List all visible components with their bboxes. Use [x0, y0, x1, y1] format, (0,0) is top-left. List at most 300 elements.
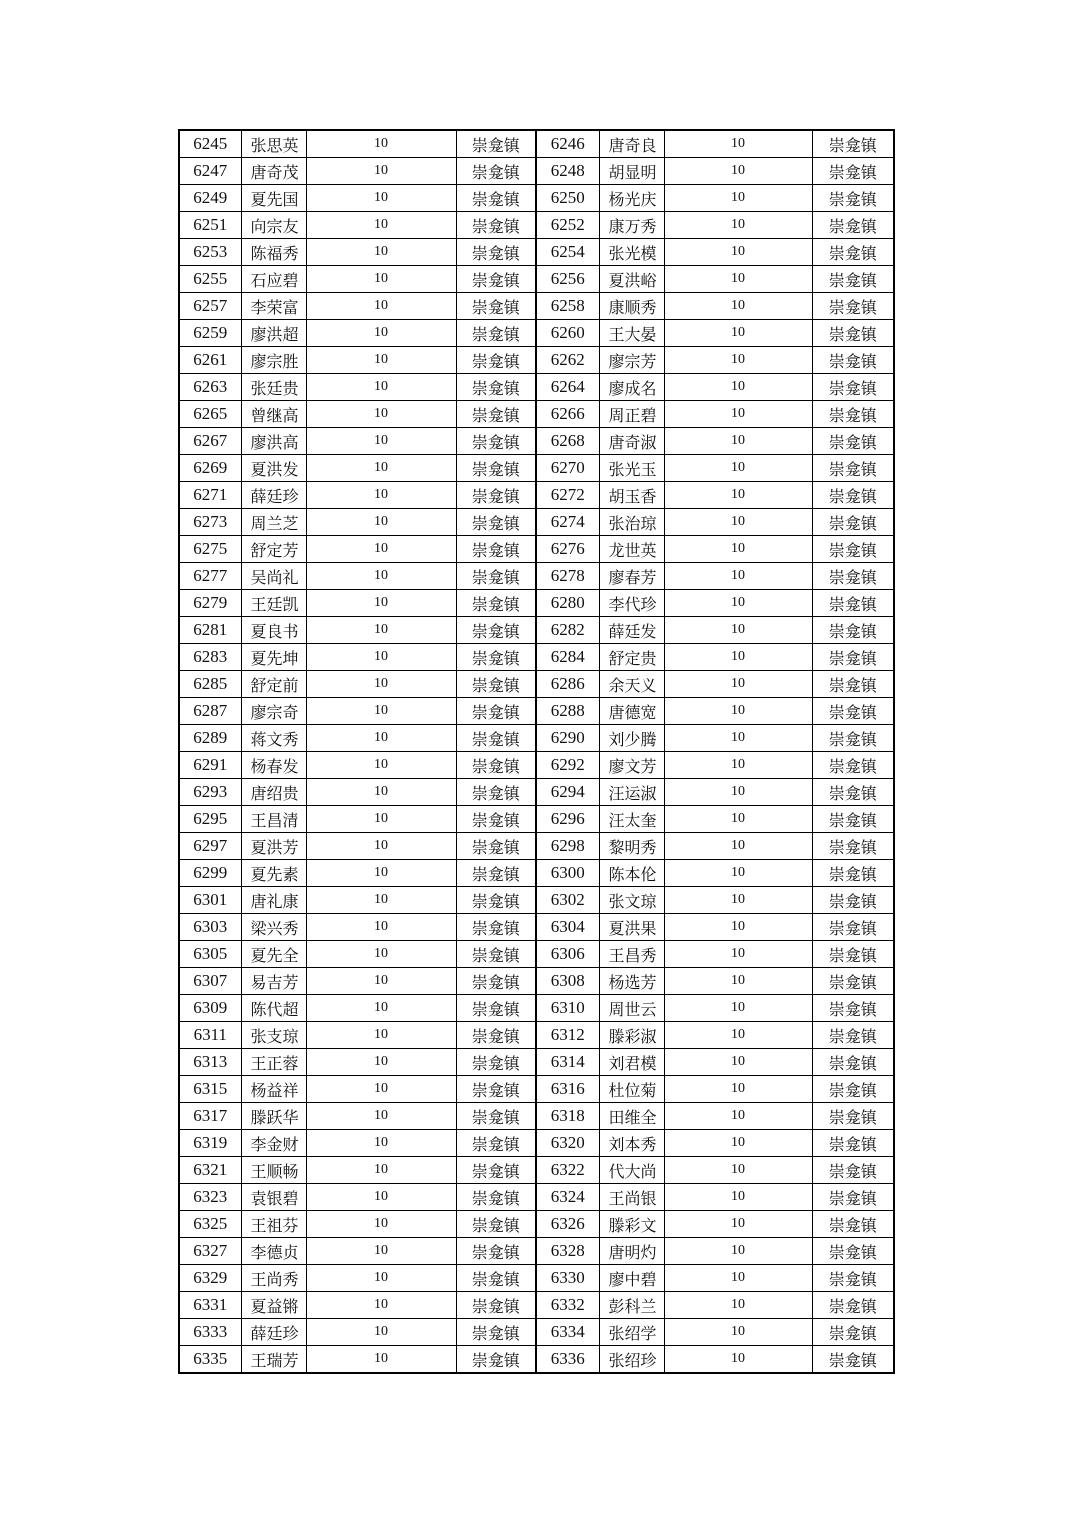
town-name: 崇龛镇	[456, 185, 536, 212]
record-number: 6313	[179, 1049, 241, 1076]
amount: 10	[306, 860, 456, 887]
town-name: 崇龛镇	[456, 1076, 536, 1103]
town-name: 崇龛镇	[456, 590, 536, 617]
record-number: 6282	[536, 617, 599, 644]
town-name: 崇龛镇	[456, 1292, 536, 1319]
table-row	[179, 1076, 894, 1103]
amount: 10	[306, 212, 456, 239]
town-name: 崇龛镇	[812, 1130, 894, 1157]
amount: 10	[306, 1022, 456, 1049]
amount: 10	[306, 563, 456, 590]
record-number: 6269	[179, 455, 241, 482]
amount: 10	[306, 698, 456, 725]
table-row	[179, 941, 894, 968]
amount: 10	[306, 590, 456, 617]
table-row	[179, 671, 894, 698]
amount: 10	[664, 1103, 812, 1130]
amount: 10	[306, 779, 456, 806]
amount: 10	[306, 158, 456, 185]
record-number: 6258	[536, 293, 599, 320]
record-number: 6318	[536, 1103, 599, 1130]
record-number: 6302	[536, 887, 599, 914]
amount: 10	[664, 428, 812, 455]
amount: 10	[664, 779, 812, 806]
town-name: 崇龛镇	[812, 968, 894, 995]
table-row	[179, 509, 894, 536]
amount: 10	[664, 914, 812, 941]
person-name: 黎明秀	[599, 833, 664, 860]
table-row	[179, 860, 894, 887]
amount: 10	[664, 1292, 812, 1319]
person-name: 刘少腾	[599, 725, 664, 752]
person-name: 王正蓉	[241, 1049, 306, 1076]
person-name: 王尚秀	[241, 1265, 306, 1292]
person-name: 汪太奎	[599, 806, 664, 833]
person-name: 袁银碧	[241, 1184, 306, 1211]
person-name: 田维全	[599, 1103, 664, 1130]
amount: 10	[664, 185, 812, 212]
amount: 10	[306, 347, 456, 374]
person-name: 王廷凯	[241, 590, 306, 617]
town-name: 崇龛镇	[812, 806, 894, 833]
person-name: 薛廷珍	[241, 482, 306, 509]
record-number: 6276	[536, 536, 599, 563]
town-name: 崇龛镇	[812, 644, 894, 671]
person-name: 陈代超	[241, 995, 306, 1022]
person-name: 周世云	[599, 995, 664, 1022]
person-name: 杜位菊	[599, 1076, 664, 1103]
town-name: 崇龛镇	[812, 428, 894, 455]
record-number: 6271	[179, 482, 241, 509]
town-name: 崇龛镇	[812, 860, 894, 887]
person-name: 唐绍贵	[241, 779, 306, 806]
record-number: 6331	[179, 1292, 241, 1319]
record-number: 6270	[536, 455, 599, 482]
record-number: 6316	[536, 1076, 599, 1103]
amount: 10	[664, 1076, 812, 1103]
table-row	[179, 1103, 894, 1130]
record-number: 6255	[179, 266, 241, 293]
person-name: 刘君模	[599, 1049, 664, 1076]
table-row	[179, 212, 894, 239]
person-name: 康顺秀	[599, 293, 664, 320]
town-name: 崇龛镇	[456, 644, 536, 671]
record-number: 6315	[179, 1076, 241, 1103]
record-number: 6311	[179, 1022, 241, 1049]
amount: 10	[664, 1130, 812, 1157]
person-name: 陈福秀	[241, 239, 306, 266]
record-number: 6251	[179, 212, 241, 239]
town-name: 崇龛镇	[456, 1103, 536, 1130]
amount: 10	[664, 1319, 812, 1346]
person-name: 唐德宽	[599, 698, 664, 725]
table-row	[179, 1238, 894, 1265]
table-row	[179, 347, 894, 374]
person-name: 夏益锵	[241, 1292, 306, 1319]
table-row	[179, 1049, 894, 1076]
town-name: 崇龛镇	[456, 698, 536, 725]
record-number: 6279	[179, 590, 241, 617]
town-name: 崇龛镇	[812, 590, 894, 617]
town-name: 崇龛镇	[812, 698, 894, 725]
table-row	[179, 1319, 894, 1346]
record-number: 6301	[179, 887, 241, 914]
person-name: 杨春发	[241, 752, 306, 779]
person-name: 张思英	[241, 130, 306, 158]
person-name: 夏先国	[241, 185, 306, 212]
record-number: 6250	[536, 185, 599, 212]
amount: 10	[306, 455, 456, 482]
person-name: 舒定芳	[241, 536, 306, 563]
town-name: 崇龛镇	[812, 1157, 894, 1184]
person-name: 王瑞芳	[241, 1346, 306, 1374]
person-name: 舒定前	[241, 671, 306, 698]
table-row	[179, 968, 894, 995]
amount: 10	[306, 887, 456, 914]
table-row	[179, 698, 894, 725]
amount: 10	[306, 428, 456, 455]
table-row	[179, 1184, 894, 1211]
amount: 10	[664, 347, 812, 374]
town-name: 崇龛镇	[456, 1265, 536, 1292]
person-name: 王祖芬	[241, 1211, 306, 1238]
amount: 10	[306, 266, 456, 293]
amount: 10	[664, 590, 812, 617]
town-name: 崇龛镇	[812, 563, 894, 590]
amount: 10	[664, 482, 812, 509]
town-name: 崇龛镇	[812, 833, 894, 860]
table-row	[179, 590, 894, 617]
record-number: 6299	[179, 860, 241, 887]
person-name: 李金财	[241, 1130, 306, 1157]
record-number: 6306	[536, 941, 599, 968]
amount: 10	[306, 293, 456, 320]
record-number: 6333	[179, 1319, 241, 1346]
town-name: 崇龛镇	[812, 617, 894, 644]
town-name: 崇龛镇	[456, 401, 536, 428]
record-number: 6305	[179, 941, 241, 968]
person-name: 夏先坤	[241, 644, 306, 671]
town-name: 崇龛镇	[456, 968, 536, 995]
record-number: 6256	[536, 266, 599, 293]
town-name: 崇龛镇	[812, 671, 894, 698]
person-name: 李代珍	[599, 590, 664, 617]
table-row	[179, 536, 894, 563]
town-name: 崇龛镇	[456, 347, 536, 374]
person-name: 张绍珍	[599, 1346, 664, 1374]
town-name: 崇龛镇	[456, 320, 536, 347]
town-name: 崇龛镇	[812, 1076, 894, 1103]
amount: 10	[306, 914, 456, 941]
town-name: 崇龛镇	[812, 752, 894, 779]
amount: 10	[306, 1292, 456, 1319]
amount: 10	[664, 130, 812, 158]
record-number: 6272	[536, 482, 599, 509]
table-row	[179, 806, 894, 833]
record-number: 6260	[536, 320, 599, 347]
record-number: 6326	[536, 1211, 599, 1238]
person-name: 王尚银	[599, 1184, 664, 1211]
person-name: 夏洪发	[241, 455, 306, 482]
person-name: 夏洪峪	[599, 266, 664, 293]
person-name: 廖洪超	[241, 320, 306, 347]
town-name: 崇龛镇	[456, 860, 536, 887]
amount: 10	[664, 671, 812, 698]
record-number: 6284	[536, 644, 599, 671]
person-name: 杨选芳	[599, 968, 664, 995]
table-row	[179, 1265, 894, 1292]
record-number: 6273	[179, 509, 241, 536]
town-name: 崇龛镇	[456, 887, 536, 914]
amount: 10	[664, 1265, 812, 1292]
person-name: 代大尚	[599, 1157, 664, 1184]
record-number: 6322	[536, 1157, 599, 1184]
person-name: 周兰芝	[241, 509, 306, 536]
person-name: 陈本伦	[599, 860, 664, 887]
town-name: 崇龛镇	[812, 320, 894, 347]
table-row	[179, 428, 894, 455]
record-number: 6304	[536, 914, 599, 941]
record-number: 6323	[179, 1184, 241, 1211]
record-number: 6245	[179, 130, 241, 158]
town-name: 崇龛镇	[812, 1211, 894, 1238]
table-row	[179, 320, 894, 347]
town-name: 崇龛镇	[812, 725, 894, 752]
record-number: 6261	[179, 347, 241, 374]
town-name: 崇龛镇	[812, 158, 894, 185]
record-number: 6334	[536, 1319, 599, 1346]
amount: 10	[306, 1238, 456, 1265]
amount: 10	[664, 725, 812, 752]
amount: 10	[664, 860, 812, 887]
town-name: 崇龛镇	[456, 833, 536, 860]
town-name: 崇龛镇	[456, 914, 536, 941]
amount: 10	[664, 617, 812, 644]
amount: 10	[306, 806, 456, 833]
person-name: 胡显明	[599, 158, 664, 185]
table-row	[179, 130, 894, 158]
person-name: 唐明灼	[599, 1238, 664, 1265]
record-number: 6325	[179, 1211, 241, 1238]
town-name: 崇龛镇	[456, 1238, 536, 1265]
town-name: 崇龛镇	[456, 725, 536, 752]
person-name: 夏洪果	[599, 914, 664, 941]
person-name: 王昌清	[241, 806, 306, 833]
person-name: 杨光庆	[599, 185, 664, 212]
amount: 10	[306, 401, 456, 428]
town-name: 崇龛镇	[812, 293, 894, 320]
record-number: 6295	[179, 806, 241, 833]
record-number: 6312	[536, 1022, 599, 1049]
record-number: 6278	[536, 563, 599, 590]
town-name: 崇龛镇	[456, 779, 536, 806]
person-name: 易吉芳	[241, 968, 306, 995]
town-name: 崇龛镇	[456, 239, 536, 266]
record-number: 6249	[179, 185, 241, 212]
town-name: 崇龛镇	[812, 482, 894, 509]
record-number: 6252	[536, 212, 599, 239]
record-number: 6328	[536, 1238, 599, 1265]
town-name: 崇龛镇	[812, 509, 894, 536]
amount: 10	[664, 536, 812, 563]
record-number: 6307	[179, 968, 241, 995]
person-name: 唐礼康	[241, 887, 306, 914]
person-name: 梁兴秀	[241, 914, 306, 941]
town-name: 崇龛镇	[456, 1130, 536, 1157]
record-number: 6263	[179, 374, 241, 401]
record-number: 6317	[179, 1103, 241, 1130]
record-number: 6308	[536, 968, 599, 995]
record-number: 6289	[179, 725, 241, 752]
table-row	[179, 617, 894, 644]
town-name: 崇龛镇	[456, 293, 536, 320]
person-name: 舒定贵	[599, 644, 664, 671]
town-name: 崇龛镇	[456, 482, 536, 509]
amount: 10	[306, 995, 456, 1022]
person-name: 唐奇淑	[599, 428, 664, 455]
town-name: 崇龛镇	[456, 509, 536, 536]
amount: 10	[306, 1103, 456, 1130]
record-number: 6298	[536, 833, 599, 860]
person-name: 廖成名	[599, 374, 664, 401]
table-row	[179, 374, 894, 401]
town-name: 崇龛镇	[456, 617, 536, 644]
record-number: 6321	[179, 1157, 241, 1184]
amount: 10	[664, 266, 812, 293]
person-name: 彭科兰	[599, 1292, 664, 1319]
person-name: 李荣富	[241, 293, 306, 320]
person-name: 胡玉香	[599, 482, 664, 509]
amount: 10	[306, 644, 456, 671]
person-name: 廖宗奇	[241, 698, 306, 725]
person-name: 石应碧	[241, 266, 306, 293]
amount: 10	[664, 212, 812, 239]
town-name: 崇龛镇	[812, 266, 894, 293]
record-number: 6297	[179, 833, 241, 860]
person-name: 王顺畅	[241, 1157, 306, 1184]
record-number: 6327	[179, 1238, 241, 1265]
table-row	[179, 725, 894, 752]
table-row	[179, 644, 894, 671]
person-name: 张治琼	[599, 509, 664, 536]
amount: 10	[306, 1130, 456, 1157]
amount: 10	[306, 1265, 456, 1292]
record-number: 6296	[536, 806, 599, 833]
town-name: 崇龛镇	[456, 671, 536, 698]
town-name: 崇龛镇	[812, 185, 894, 212]
amount: 10	[306, 509, 456, 536]
town-name: 崇龛镇	[812, 995, 894, 1022]
town-name: 崇龛镇	[456, 563, 536, 590]
amount: 10	[306, 1319, 456, 1346]
record-number: 6290	[536, 725, 599, 752]
record-number: 6277	[179, 563, 241, 590]
record-number: 6254	[536, 239, 599, 266]
town-name: 崇龛镇	[812, 212, 894, 239]
table-row	[179, 833, 894, 860]
town-name: 崇龛镇	[456, 1184, 536, 1211]
amount: 10	[664, 968, 812, 995]
town-name: 崇龛镇	[812, 1292, 894, 1319]
town-name: 崇龛镇	[812, 374, 894, 401]
person-name: 王昌秀	[599, 941, 664, 968]
table-row	[179, 752, 894, 779]
record-number: 6309	[179, 995, 241, 1022]
town-name: 崇龛镇	[812, 1022, 894, 1049]
town-name: 崇龛镇	[456, 1049, 536, 1076]
person-name: 唐奇良	[599, 130, 664, 158]
amount: 10	[306, 482, 456, 509]
person-name: 王大晏	[599, 320, 664, 347]
amount: 10	[306, 1211, 456, 1238]
table-row	[179, 239, 894, 266]
amount: 10	[664, 644, 812, 671]
table-row	[179, 293, 894, 320]
town-name: 崇龛镇	[812, 779, 894, 806]
record-number: 6319	[179, 1130, 241, 1157]
amount: 10	[306, 833, 456, 860]
record-number: 6259	[179, 320, 241, 347]
person-name: 杨益祥	[241, 1076, 306, 1103]
town-name: 崇龛镇	[456, 1157, 536, 1184]
town-name: 崇龛镇	[812, 347, 894, 374]
town-name: 崇龛镇	[812, 1238, 894, 1265]
amount: 10	[306, 239, 456, 266]
record-number: 6257	[179, 293, 241, 320]
amount: 10	[664, 806, 812, 833]
town-name: 崇龛镇	[456, 806, 536, 833]
town-name: 崇龛镇	[812, 1319, 894, 1346]
town-name: 崇龛镇	[812, 1184, 894, 1211]
town-name: 崇龛镇	[812, 1346, 894, 1374]
record-number: 6287	[179, 698, 241, 725]
amount: 10	[664, 455, 812, 482]
person-name: 滕跃华	[241, 1103, 306, 1130]
town-name: 崇龛镇	[456, 158, 536, 185]
record-number: 6268	[536, 428, 599, 455]
person-name: 汪运淑	[599, 779, 664, 806]
amount: 10	[306, 1346, 456, 1374]
table-row	[179, 158, 894, 185]
person-name: 夏良书	[241, 617, 306, 644]
person-name: 薛廷发	[599, 617, 664, 644]
record-number: 6292	[536, 752, 599, 779]
record-number: 6265	[179, 401, 241, 428]
amount: 10	[664, 1184, 812, 1211]
amount: 10	[664, 833, 812, 860]
town-name: 崇龛镇	[456, 266, 536, 293]
person-name: 张绍学	[599, 1319, 664, 1346]
person-name: 蒋文秀	[241, 725, 306, 752]
amount: 10	[306, 1076, 456, 1103]
amount: 10	[306, 320, 456, 347]
town-name: 崇龛镇	[456, 752, 536, 779]
town-name: 崇龛镇	[456, 1346, 536, 1374]
table-row	[179, 1130, 894, 1157]
amount: 10	[664, 1022, 812, 1049]
table-row	[179, 1022, 894, 1049]
town-name: 崇龛镇	[456, 1211, 536, 1238]
town-name: 崇龛镇	[812, 914, 894, 941]
person-name: 康万秀	[599, 212, 664, 239]
table-row	[179, 1157, 894, 1184]
roster-table-body	[179, 130, 894, 1373]
record-number: 6293	[179, 779, 241, 806]
amount: 10	[306, 725, 456, 752]
record-number: 6247	[179, 158, 241, 185]
town-name: 崇龛镇	[456, 1022, 536, 1049]
record-number: 6332	[536, 1292, 599, 1319]
